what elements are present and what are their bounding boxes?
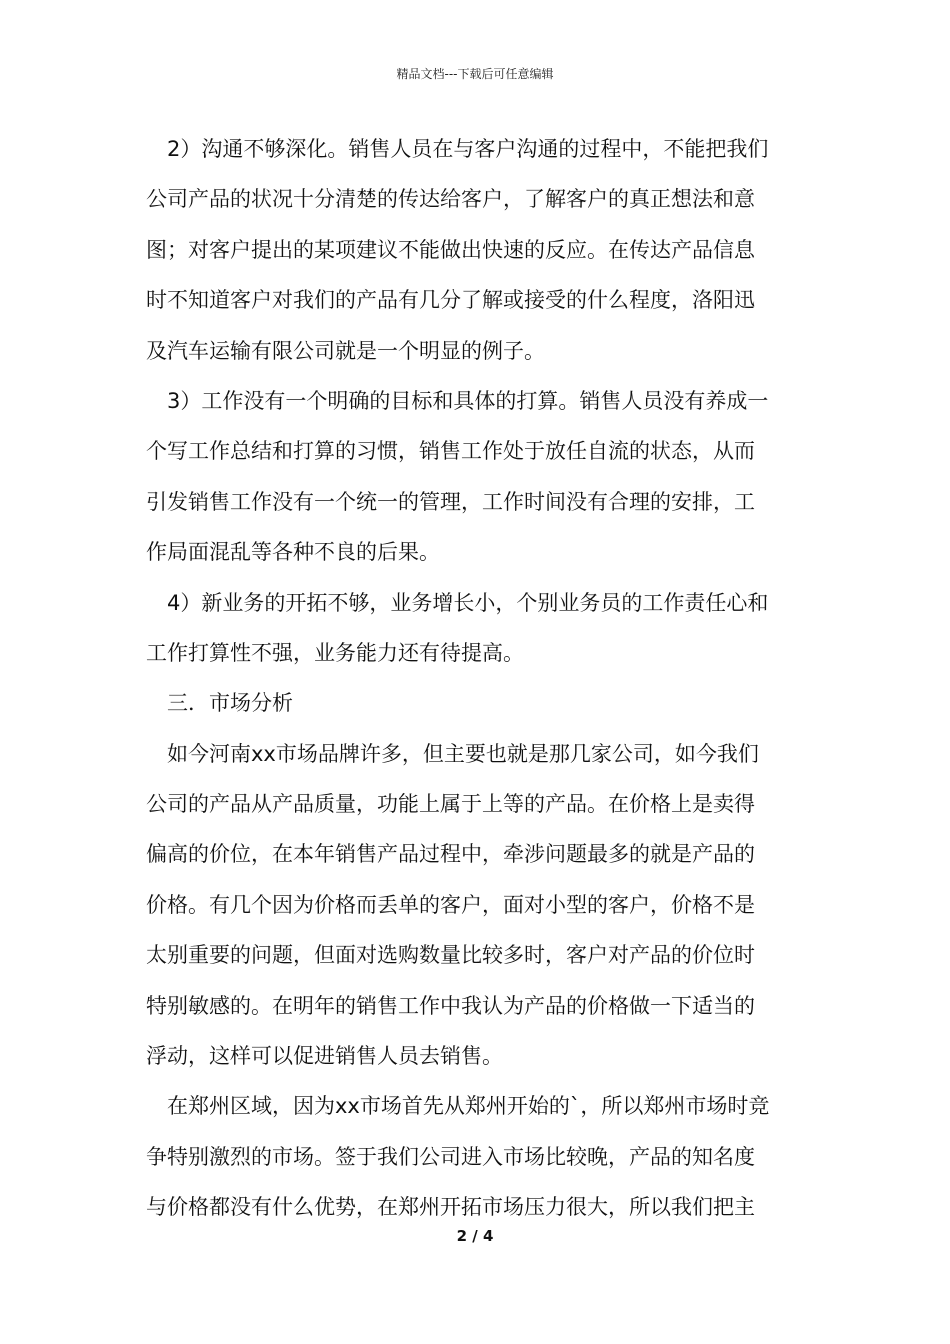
paragraph-line: 2）沟通不够深化。销售人员在与客户沟通的过程中，不能把我们	[167, 137, 769, 161]
paragraph-line: 争特别激烈的市场。签于我们公司进入市场比较晚，产品的知名度	[146, 1144, 755, 1169]
paragraph-line: 浮动，这样可以促进销售人员去销售。	[146, 1044, 503, 1069]
paragraph-line: 偏高的价位，在本年销售产品过程中，牵涉问题最多的就是产品的	[146, 842, 755, 867]
paragraph-line: 时不知道客户对我们的产品有几分了解或接受的什么程度，洛阳迅	[146, 288, 755, 313]
page-number: 2 / 4	[456, 1227, 494, 1245]
paragraph-line: 4）新业务的开拓不够，业务增长小，个别业务员的工作责任心和	[167, 590, 769, 615]
paragraph-line: 及汽车运输有限公司就是一个明显的例子。	[146, 338, 545, 363]
paragraph-line: 太别重要的问题，但面对选购数量比较多时，客户对产品的价位时	[146, 943, 755, 968]
paragraph-line: 图；对客户提出的某项建议不能做出快速的反应。在传达产品信息	[146, 237, 755, 262]
paragraph-line: 特别敏感的。在明年的销售工作中我认为产品的价格做一下适当的	[146, 993, 755, 1018]
paragraph-line: 在郑州区域，因为xx市场首先从郑州开始的`，所以郑州市场时竞	[167, 1094, 770, 1119]
paragraph-line: 引发销售工作没有一个统一的管理，工作时间没有合理的安排，工	[146, 489, 755, 514]
paragraph-line: 工作打算性不强，业务能力还有待提高。	[146, 640, 524, 665]
paragraph-line: 作局面混乱等各种不良的后果。	[146, 540, 440, 565]
paragraph-line: 公司产品的状况十分清楚的传达给客户，了解客户的真正想法和意	[146, 187, 755, 212]
paragraph-line: 公司的产品从产品质量，功能上属于上等的产品。在价格上是卖得	[146, 792, 755, 817]
paragraph-line: 3）工作没有一个明确的目标和具体的打算。销售人员没有养成一	[167, 388, 769, 413]
page-header: 精品文档---下载后可任意编辑	[396, 67, 554, 81]
paragraph-line: 价格。有几个因为价格而丢单的客户，面对小型的客户，价格不是	[146, 892, 755, 917]
paragraph-line: 个写工作总结和打算的习惯，销售工作处于放任自流的状态，从而	[146, 439, 755, 464]
document-body	[146, 124, 808, 1233]
paragraph-line: 如今河南xx市场品牌许多，但主要也就是那几家公司，如今我们	[167, 741, 759, 766]
section-heading: 三．市场分析	[167, 691, 293, 716]
paragraph-line: 与价格都没有什么优势，在郑州开拓市场压力很大，所以我们把主	[146, 1195, 755, 1220]
